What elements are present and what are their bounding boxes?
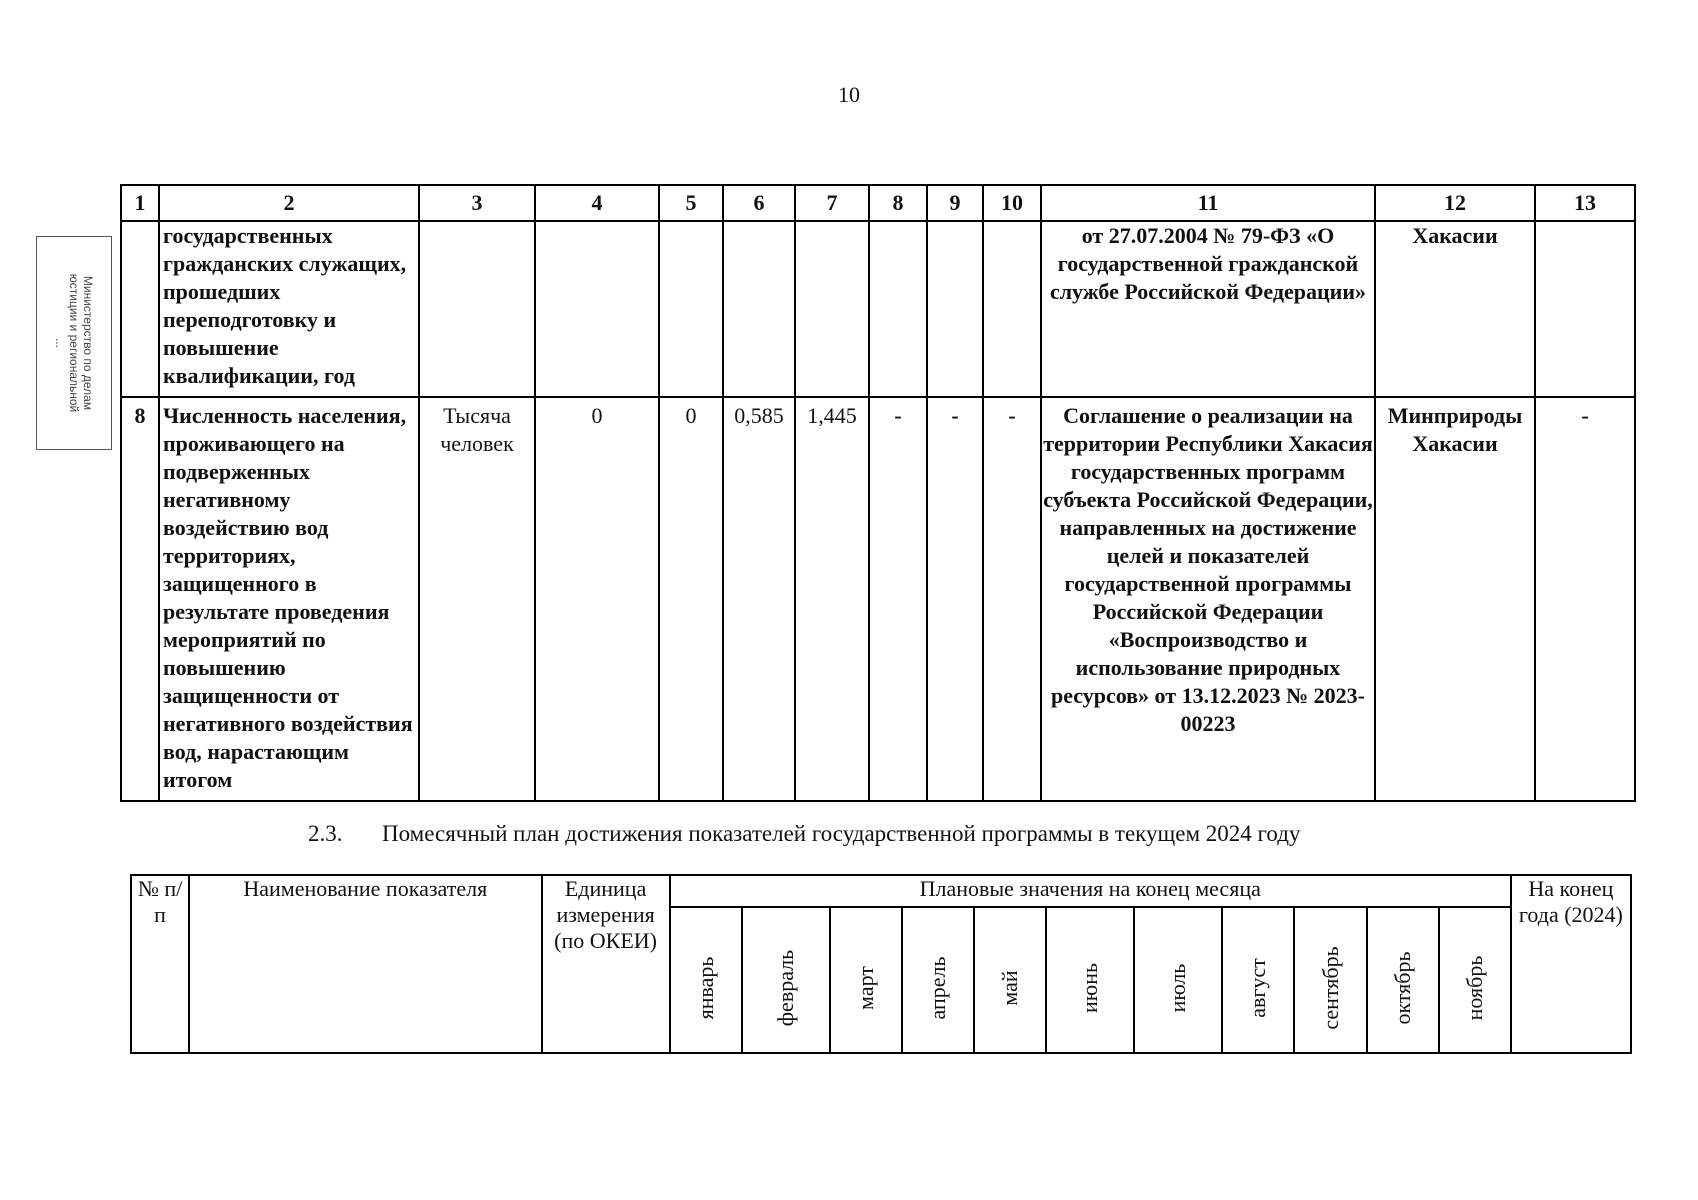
value-cell: 0 (659, 397, 723, 801)
value-cell: 0,585 (723, 397, 795, 801)
page-number: 10 (838, 82, 860, 107)
basis-document: от 27.07.2004 № 79-ФЗ «О государственной гражданской службе Российской Федерации» (1041, 221, 1375, 397)
column-header: 3 (419, 185, 535, 221)
month-label: июнь (1077, 962, 1103, 1014)
column-header: 7 (795, 185, 869, 221)
table-row (121, 221, 1635, 397)
column-header-name: Наименование показателя (189, 875, 541, 1053)
month-label: март (852, 966, 878, 1010)
unit-cell: Тысяча человек (419, 397, 535, 801)
month-label: январь (692, 956, 718, 1020)
indicator-name: государственных гражданских служащих, прошедших переподготовку и повышение квалификации, год (159, 221, 419, 397)
month-label: февраль (772, 949, 798, 1027)
column-header: 5 (659, 185, 723, 221)
value-cell: - (1535, 397, 1635, 801)
ministry-stamp (36, 236, 112, 450)
column-header: 11 (1041, 185, 1375, 221)
month-label: май (997, 970, 1023, 1006)
section-number: 2.3. (308, 821, 343, 846)
month-label: август (1245, 958, 1271, 1018)
monthly-plan-table (130, 874, 1632, 1054)
month-label: ноябрь (1461, 955, 1487, 1021)
basis-document: Соглашение о реализации на территории Республики Хакасия государственных программ субъекта Российской Федерации, направленных на достижение целей и показателей государственной программы Российской Федерации «Воспроизводство и использование природных ресурсов» от 13.12.2023 № 2023-00223 (1041, 397, 1375, 801)
column-header: 4 (535, 185, 659, 221)
value-cell: 0 (535, 397, 659, 801)
responsible-body: Хакасии (1375, 221, 1535, 397)
section-title: Помесячный план достижения показателей государственной программы в текущем 2024 году (382, 821, 1301, 846)
table-row (121, 397, 1635, 801)
stamp-line: Министерство по делам (81, 275, 95, 411)
column-header-year-end: На конец года (2024) (1511, 875, 1631, 1053)
stamp-text (53, 274, 95, 413)
month-label: июль (1165, 963, 1191, 1013)
table-header-row (121, 185, 1635, 221)
section-heading (308, 821, 1300, 847)
month-label: октябрь (1389, 951, 1415, 1025)
column-header: 1 (121, 185, 159, 221)
value-cell: - (869, 397, 927, 801)
indicator-name: Численность населения, проживающего на подверженных негативному воздействию вод территориях, защищенного в результате проведения мероприятий по повышению защищенности от негативного воздействия вод, нарастающим итогом (159, 397, 419, 801)
value-cell: - (983, 397, 1041, 801)
column-header-unit: Единица измерения (по ОКЕИ) (542, 875, 670, 1053)
column-header-plan: Плановые значения на конец месяца (670, 875, 1511, 907)
column-header: 8 (869, 185, 927, 221)
indicators-table (120, 184, 1636, 802)
responsible-body: Минприроды Хакасии (1375, 397, 1535, 801)
value-cell: 1,445 (795, 397, 869, 801)
month-label: сентябрь (1317, 946, 1343, 1030)
row-number: 8 (121, 397, 159, 801)
column-header-number: № п/п (131, 875, 189, 1053)
column-header: 6 (723, 185, 795, 221)
column-header: 2 (159, 185, 419, 221)
month-label: апрель (925, 956, 951, 1020)
column-header: 12 (1375, 185, 1535, 221)
value-cell: - (927, 397, 983, 801)
column-header: 13 (1535, 185, 1635, 221)
stamp-line: юстиции и региональной (67, 273, 81, 413)
table-header-row (131, 875, 1631, 907)
column-header: 9 (927, 185, 983, 221)
stamp-line: ... (53, 337, 67, 349)
column-header: 10 (983, 185, 1041, 221)
